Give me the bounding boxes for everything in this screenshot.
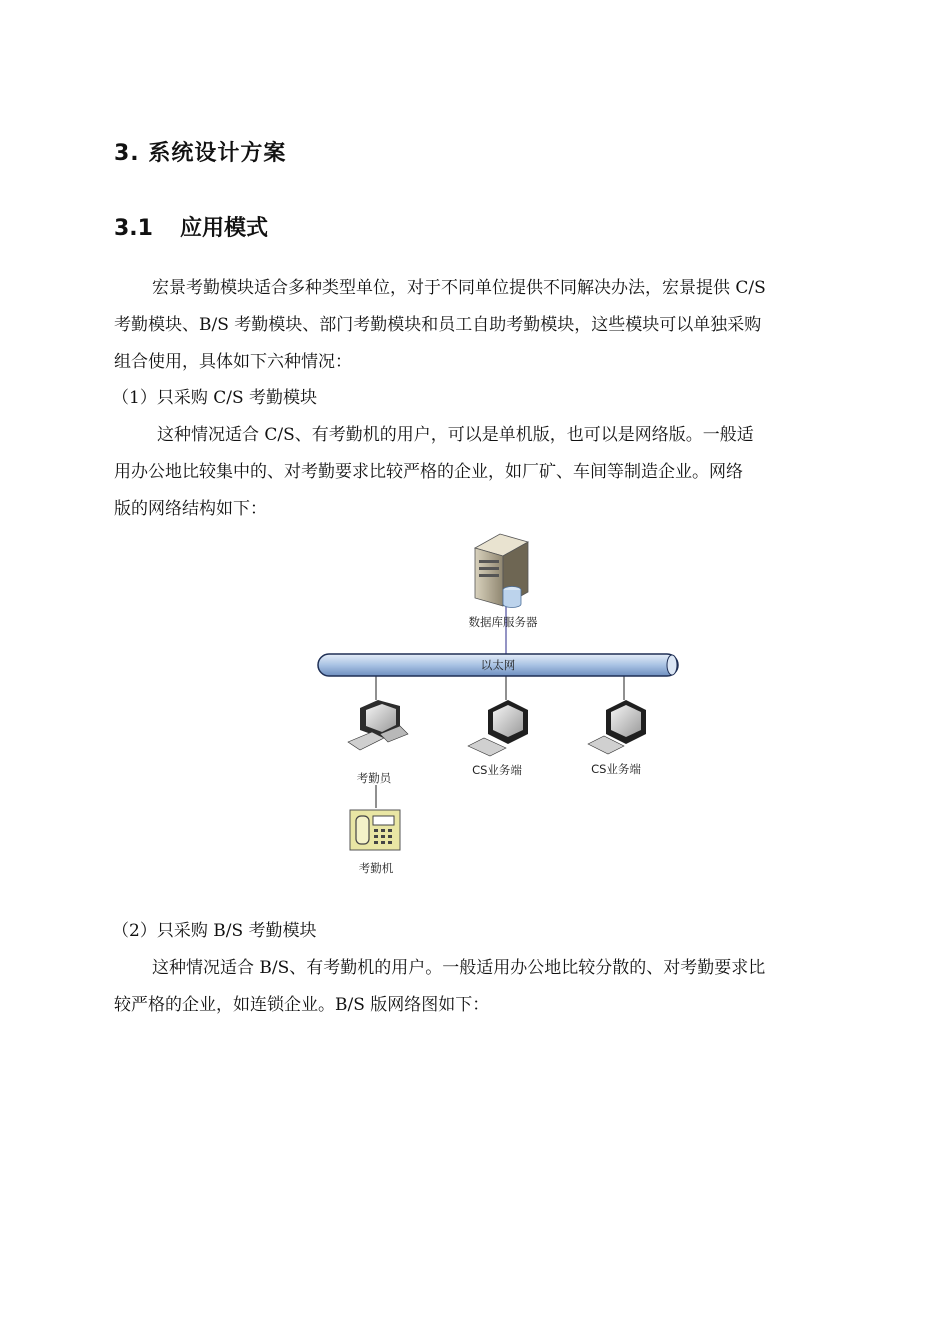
computer-icon <box>468 700 528 756</box>
case2-heading: （2）只采购 B/S 考勤模块 <box>112 921 317 941</box>
network-diagram <box>300 520 700 890</box>
clerk-label: 考勤员 <box>356 771 392 785</box>
server-label: 数据库服务器 <box>468 615 538 629</box>
server-icon <box>475 534 528 608</box>
case1-line-1: 这种情况适合 C/S、有考勤机的用户，可以是单机版，也可以是网络版。一般适 <box>157 425 754 445</box>
intro-line-2: 考勤模块、B/S 考勤模块、部门考勤模块和员工自助考勤模块，这些模块可以单独采购 <box>114 315 762 335</box>
machine-label: 考勤机 <box>358 861 394 875</box>
workstation-icon <box>348 700 408 750</box>
case2-line-1: 这种情况适合 B/S、有考勤机的用户。一般适用办公地比较分散的、对考勤要求比 <box>152 958 766 978</box>
subsection-number: 3.1 <box>114 216 153 241</box>
network-label: 以太网 <box>480 658 516 672</box>
intro-line-1: 宏景考勤模块适合多种类型单位，对于不同单位提供不同解决办法，宏景提供 C/S <box>152 278 766 298</box>
client2-label: CS业务端 <box>591 762 641 776</box>
computer-icon <box>588 700 646 754</box>
subsection-label: 应用模式 <box>180 216 269 241</box>
case1-line-2: 用办公地比较集中的、对考勤要求比较严格的企业，如厂矿、车间等制造企业。网络 <box>114 462 743 482</box>
client1-label: CS业务端 <box>472 763 522 777</box>
intro-line-3: 组合使用，具体如下六种情况： <box>114 352 352 372</box>
case2-line-2: 较严格的企业，如连锁企业。B/S 版网络图如下： <box>114 995 490 1015</box>
case1-heading: （1）只采购 C/S 考勤模块 <box>112 388 318 408</box>
subsection-title <box>114 211 268 242</box>
attendance-machine-icon <box>350 810 400 850</box>
case1-line-3: 版的网络结构如下： <box>114 499 267 519</box>
section-title: 3. 系统设计方案 <box>114 141 287 166</box>
